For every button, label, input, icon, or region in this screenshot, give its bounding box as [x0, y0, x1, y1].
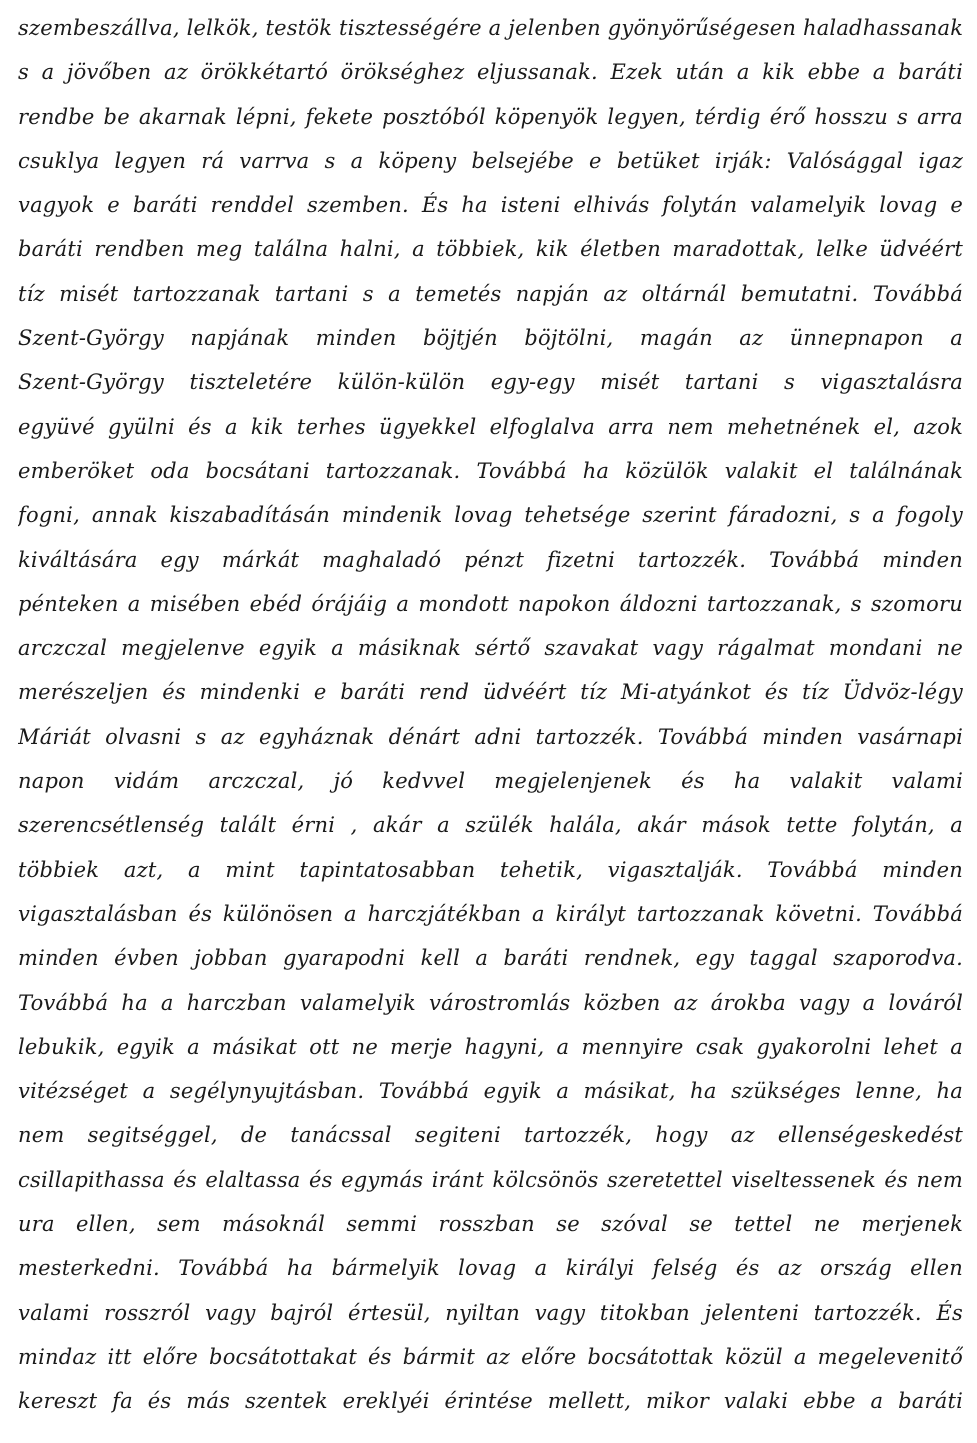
text-line: arczczal megjelenve egyik a másiknak sértő szavakat vagy rágalmat mondani ne: [18, 636, 963, 661]
text-line: vigasztalásban és különösen a harczjátékban a királyt tartozzanak követni. Továbbá: [18, 901, 963, 926]
text-line: ura ellen, sem másoknál semmi rosszban se szóval se tettel ne merjenek: [18, 1212, 963, 1237]
text-line: tíz misét tartozzanak tartani s a temetés napján az oltárnál bemutatni. Továbbá: [18, 281, 963, 306]
text-line: valami rosszról vagy bajról értesül, nyiltan vagy titokban jelenteni tartozzék. És: [18, 1300, 963, 1325]
text-line: Szent-György napjának minden böjtjén böjtölni, magán az ünnepnapon a: [18, 326, 963, 351]
text-line: csillapithassa és elaltassa és egymás iránt kölcsönös szeretettel viseltessenek és nem: [18, 1167, 963, 1192]
text-line: fogni, annak kiszabadításán mindenik lovag tehetsége szerint fáradozni, s a fogoly: [18, 503, 963, 528]
text-line: kiváltására egy márkát maghaladó pénzt fizetni tartozzék. Továbbá minden: [18, 547, 963, 572]
text-line: emberöket oda bocsátani tartozzanak. Továbbá ha közülök valakit el találnának: [18, 458, 963, 483]
text-line: együvé gyülni és a kik terhes ügyekkel elfoglalva arra nem mehetnének el, azok: [18, 414, 963, 439]
text-line: lebukik, egyik a másikat ott ne merje hagyni, a mennyire csak gyakorolni lehet a: [18, 1034, 963, 1059]
text-line: Máriát olvasni s az egyháznak dénárt adni tartozzék. Továbbá minden vasárnapi: [18, 724, 963, 749]
text-line: merészeljen és mindenki e baráti rend üdvéért tíz Mi-atyánkot és tíz Üdvöz-légy: [18, 680, 963, 705]
text-line: csuklya legyen rá varrva s a köpeny belsejébe e betüket irják: Valósággal igaz: [18, 148, 963, 173]
text-line: s a jövőben az örökkétartó örökséghez eljussanak. Ezek után a kik ebbe a baráti: [18, 60, 963, 85]
text-line: rendbe be akarnak lépni, fekete posztóból köpenyök legyen, térdig érő hosszu s arra: [18, 104, 963, 129]
text-line: vagyok e baráti renddel szemben. És ha isteni elhivás folytán valamelyik lovag e: [18, 193, 963, 218]
text-line: Szent-György tiszteletére külön-külön egy-egy misét tartani s vigasztalásra: [18, 370, 963, 395]
text-line: vitézséget a segélynyujtásban. Továbbá egyik a másikat, ha szükséges lenne, ha: [18, 1079, 963, 1104]
text-line: szerencsétlenség talált érni , akár a szülék halála, akár mások tette folytán, a: [18, 813, 963, 838]
text-line: többiek azt, a mint tapintatosabban tehetik, vigasztalják. Továbbá minden: [18, 857, 963, 882]
text-line: napon vidám arczczal, jó kedvvel megjelenjenek és ha valakit valami: [18, 769, 963, 794]
text-line: szembeszállva, lelkök, testök tisztességére a jelenben gyönyörűségesen haladhassanak: [18, 16, 963, 40]
text-line: kereszt fa és más szentek ereklyéi érintése mellett, mikor valaki ebbe a baráti: [18, 1389, 963, 1414]
text-line: Továbbá ha a harczban valamelyik várostromlás közben az árokba vagy a lováról: [18, 990, 963, 1015]
text-line: pénteken a misében ebéd órájáig a mondott napokon áldozni tartozzanak, s szomoru: [18, 591, 963, 616]
text-line: nem segitséggel, de tanácssal segiteni tartozzék, hogy az ellenségeskedést: [18, 1123, 963, 1148]
text-line: baráti rendben meg találna halni, a többiek, kik életben maradottak, lelke üdvéért: [18, 237, 963, 262]
text-line: mesterkedni. Továbbá ha bármelyik lovag a királyi felség és az ország ellen: [18, 1256, 963, 1281]
text-line: minden évben jobban gyarapodni kell a baráti rendnek, egy taggal szaporodva.: [18, 946, 963, 971]
text-line: mindaz itt előre bocsátottakat és bármit az előre bocsátottak közül a megelevenitő: [18, 1344, 963, 1369]
